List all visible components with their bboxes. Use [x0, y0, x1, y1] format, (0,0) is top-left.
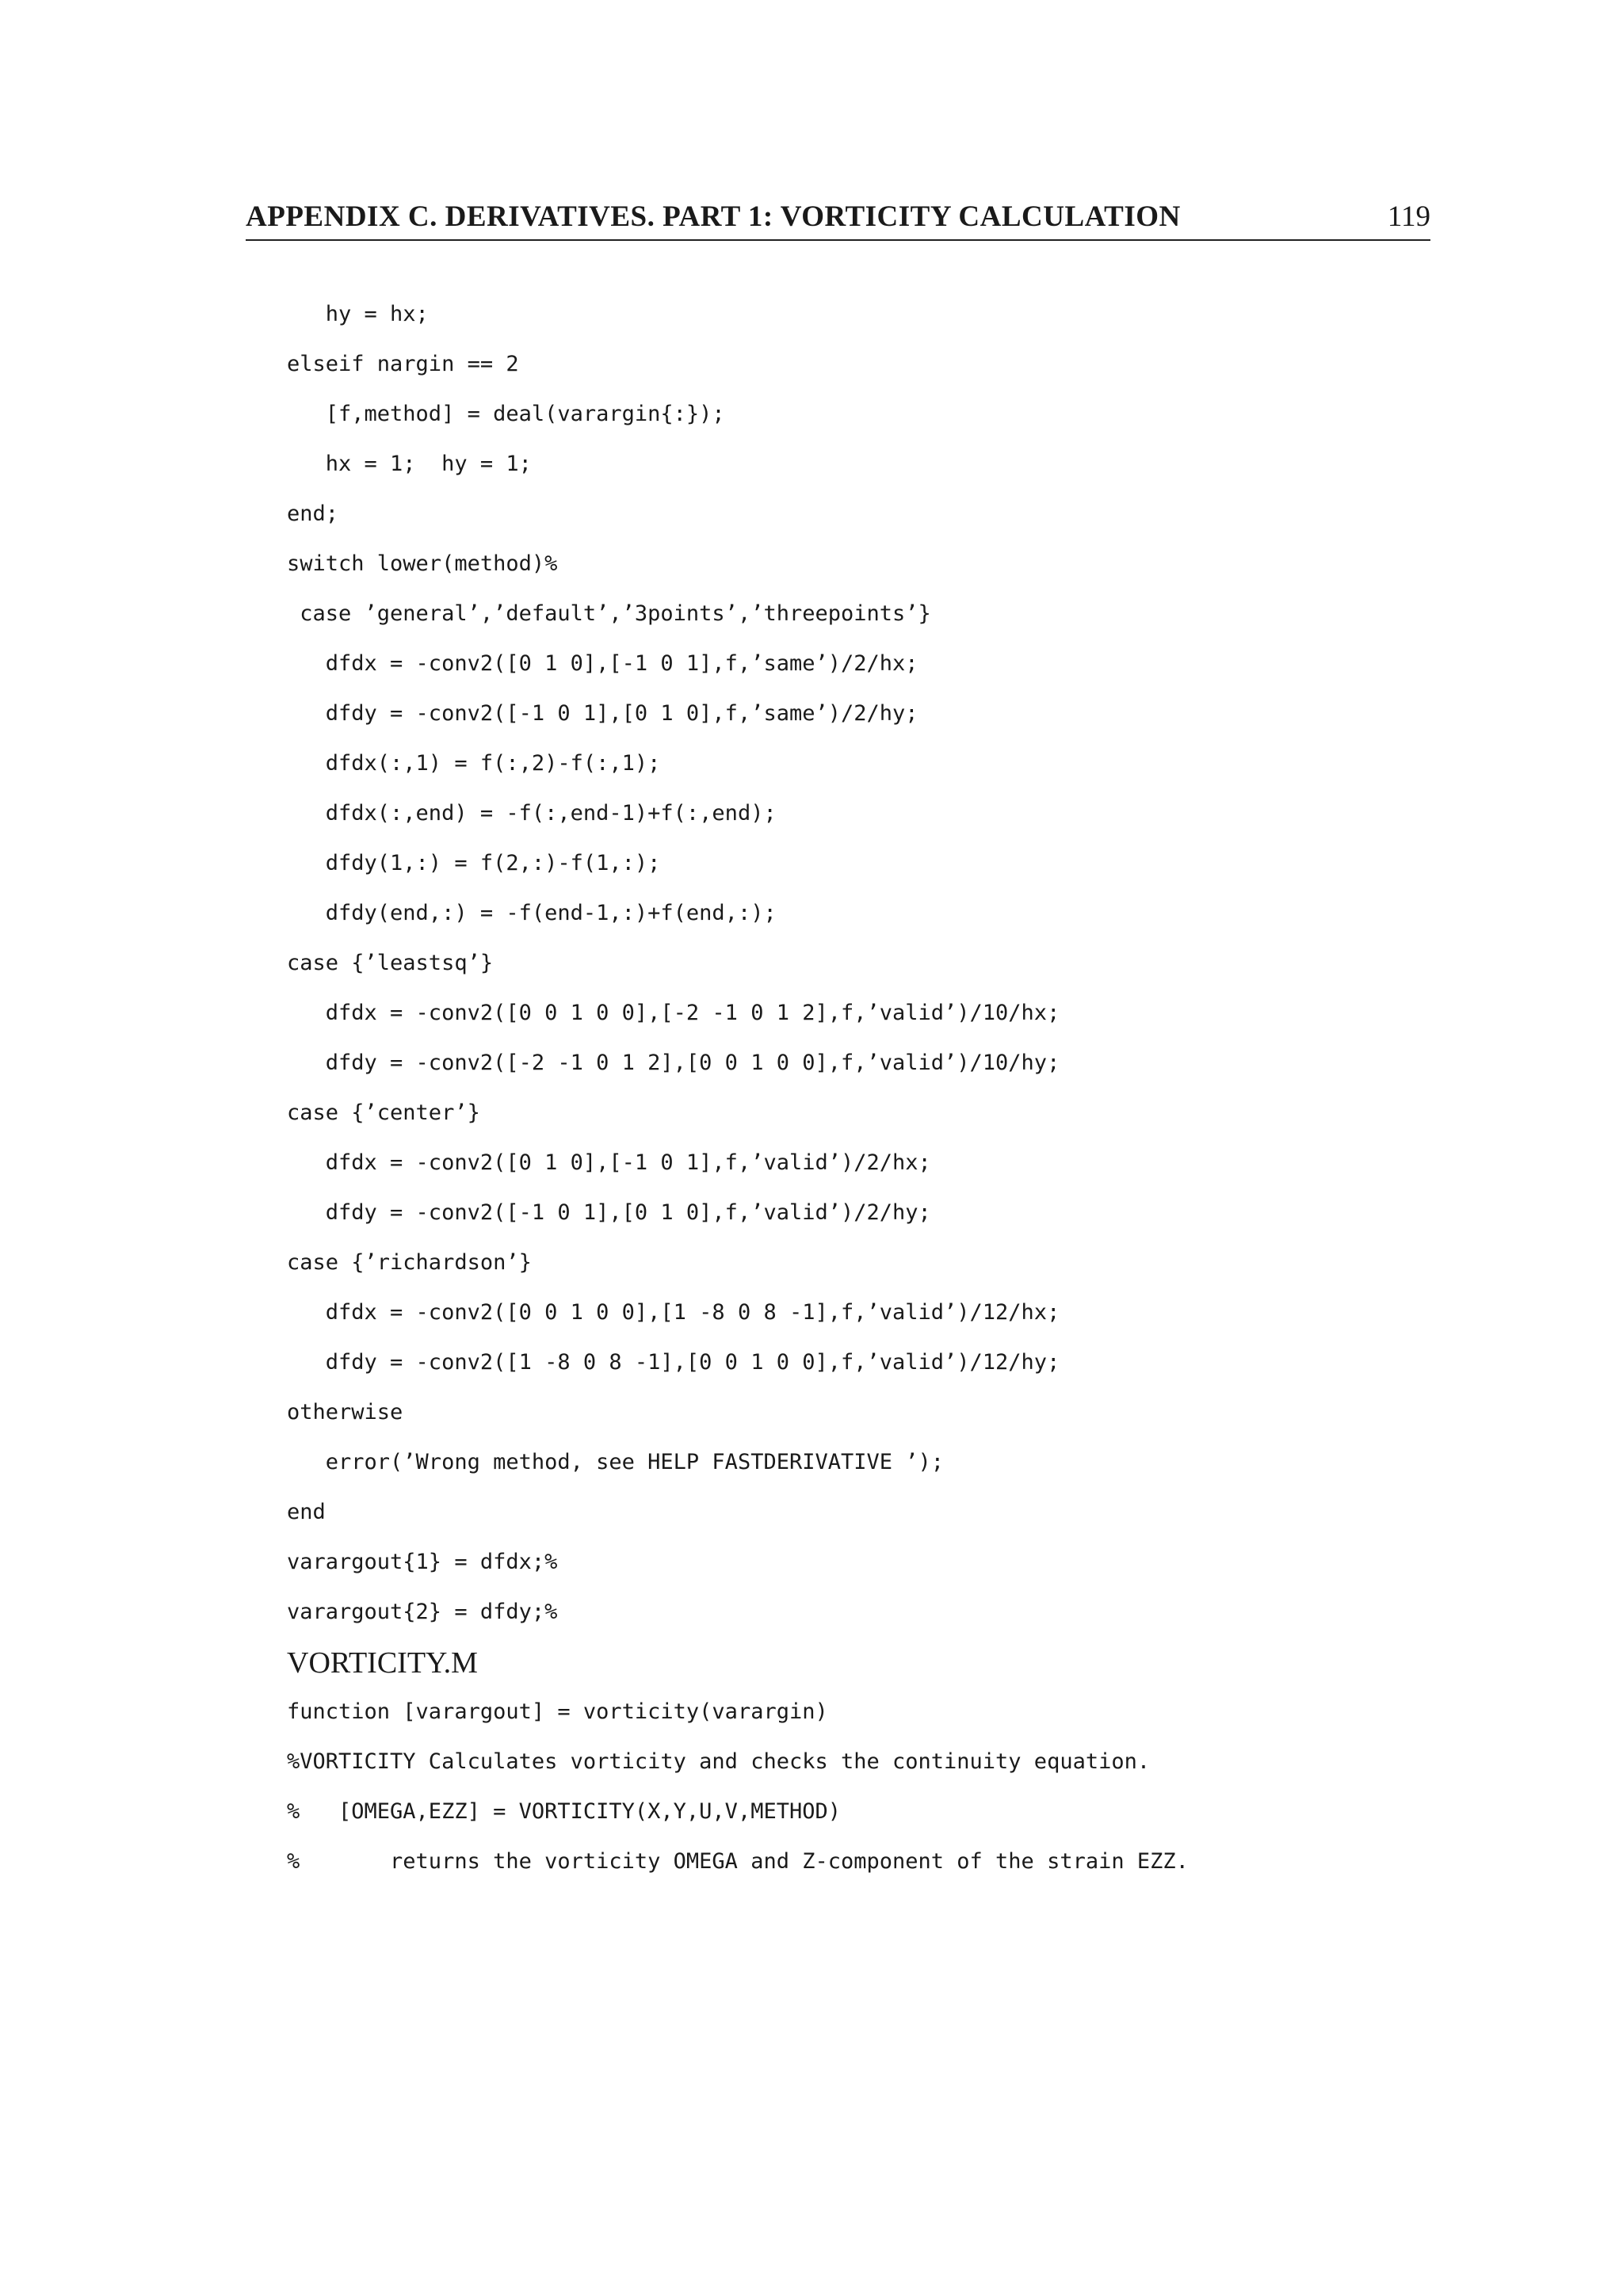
- code-line: hx = 1; hy = 1;: [287, 452, 532, 476]
- code-line: dfdy(end,:) = -f(end-1,:)+f(end,:);: [287, 901, 777, 925]
- code-line: function [varargout] = vorticity(varargin): [287, 1699, 828, 1724]
- code-line: dfdx(:,end) = -f(:,end-1)+f(:,end);: [287, 801, 777, 826]
- code-line: dfdy = -conv2([-1 0 1],[0 1 0],f,’valid’)/2/hy;: [287, 1200, 931, 1225]
- code-listing: [287, 298, 1189, 1895]
- code-line: end: [287, 1500, 326, 1524]
- running-header: [246, 200, 1430, 241]
- code-line: error(’Wrong method, see HELP FASTDERIVATIVE ’);: [287, 1450, 945, 1474]
- code-line: % returns the vorticity OMEGA and Z-component of the strain EZZ.: [287, 1849, 1189, 1874]
- code-line: case {’center’}: [287, 1100, 480, 1125]
- code-line: %VORTICITY Calculates vorticity and checks the continuity equation.: [287, 1749, 1151, 1774]
- code-line: elseif nargin == 2: [287, 352, 519, 376]
- code-line: dfdx = -conv2([0 0 1 0 0],[1 -8 0 8 -1],f,’valid’)/12/hx;: [287, 1300, 1060, 1325]
- code-line: dfdx(:,1) = f(:,2)-f(:,1);: [287, 751, 661, 776]
- code-line: case ’general’,’default’,’3points’,’threepoints’}: [287, 601, 931, 626]
- code-line: dfdx = -conv2([0 1 0],[-1 0 1],f,’valid’)/2/hx;: [287, 1150, 931, 1175]
- code-line: dfdx = -conv2([0 1 0],[-1 0 1],f,’same’)/2/hx;: [287, 651, 918, 676]
- code-line: case {’richardson’}: [287, 1250, 532, 1275]
- section-heading: VORTICITY.M: [287, 1646, 478, 1680]
- code-line: [f,method] = deal(varargin{:});: [287, 402, 725, 426]
- code-line: switch lower(method)%: [287, 551, 558, 576]
- code-line: dfdy = -conv2([1 -8 0 8 -1],[0 0 1 0 0],f,’valid’)/12/hy;: [287, 1350, 1060, 1375]
- code-line: % [OMEGA,EZZ] = VORTICITY(X,Y,U,V,METHOD): [287, 1799, 841, 1824]
- code-line: dfdy = -conv2([-2 -1 0 1 2],[0 0 1 0 0],f,’valid’)/10/hy;: [287, 1051, 1060, 1075]
- code-line: case {’leastsq’}: [287, 951, 494, 975]
- code-line: dfdx = -conv2([0 0 1 0 0],[-2 -1 0 1 2],f,’valid’)/10/hx;: [287, 1001, 1060, 1025]
- page-number: 119: [1387, 200, 1430, 233]
- code-line: dfdy(1,:) = f(2,:)-f(1,:);: [287, 851, 661, 875]
- code-line: varargout{2} = dfdy;%: [287, 1600, 558, 1624]
- code-line: end;: [287, 502, 339, 526]
- code-line: hy = hx;: [287, 302, 429, 326]
- header-title: APPENDIX C. DERIVATIVES. PART 1: VORTICITY CALCULATION: [246, 200, 1181, 233]
- code-line: varargout{1} = dfdx;%: [287, 1550, 558, 1574]
- code-line: otherwise: [287, 1400, 403, 1425]
- code-line: dfdy = -conv2([-1 0 1],[0 1 0],f,’same’)/2/hy;: [287, 701, 918, 726]
